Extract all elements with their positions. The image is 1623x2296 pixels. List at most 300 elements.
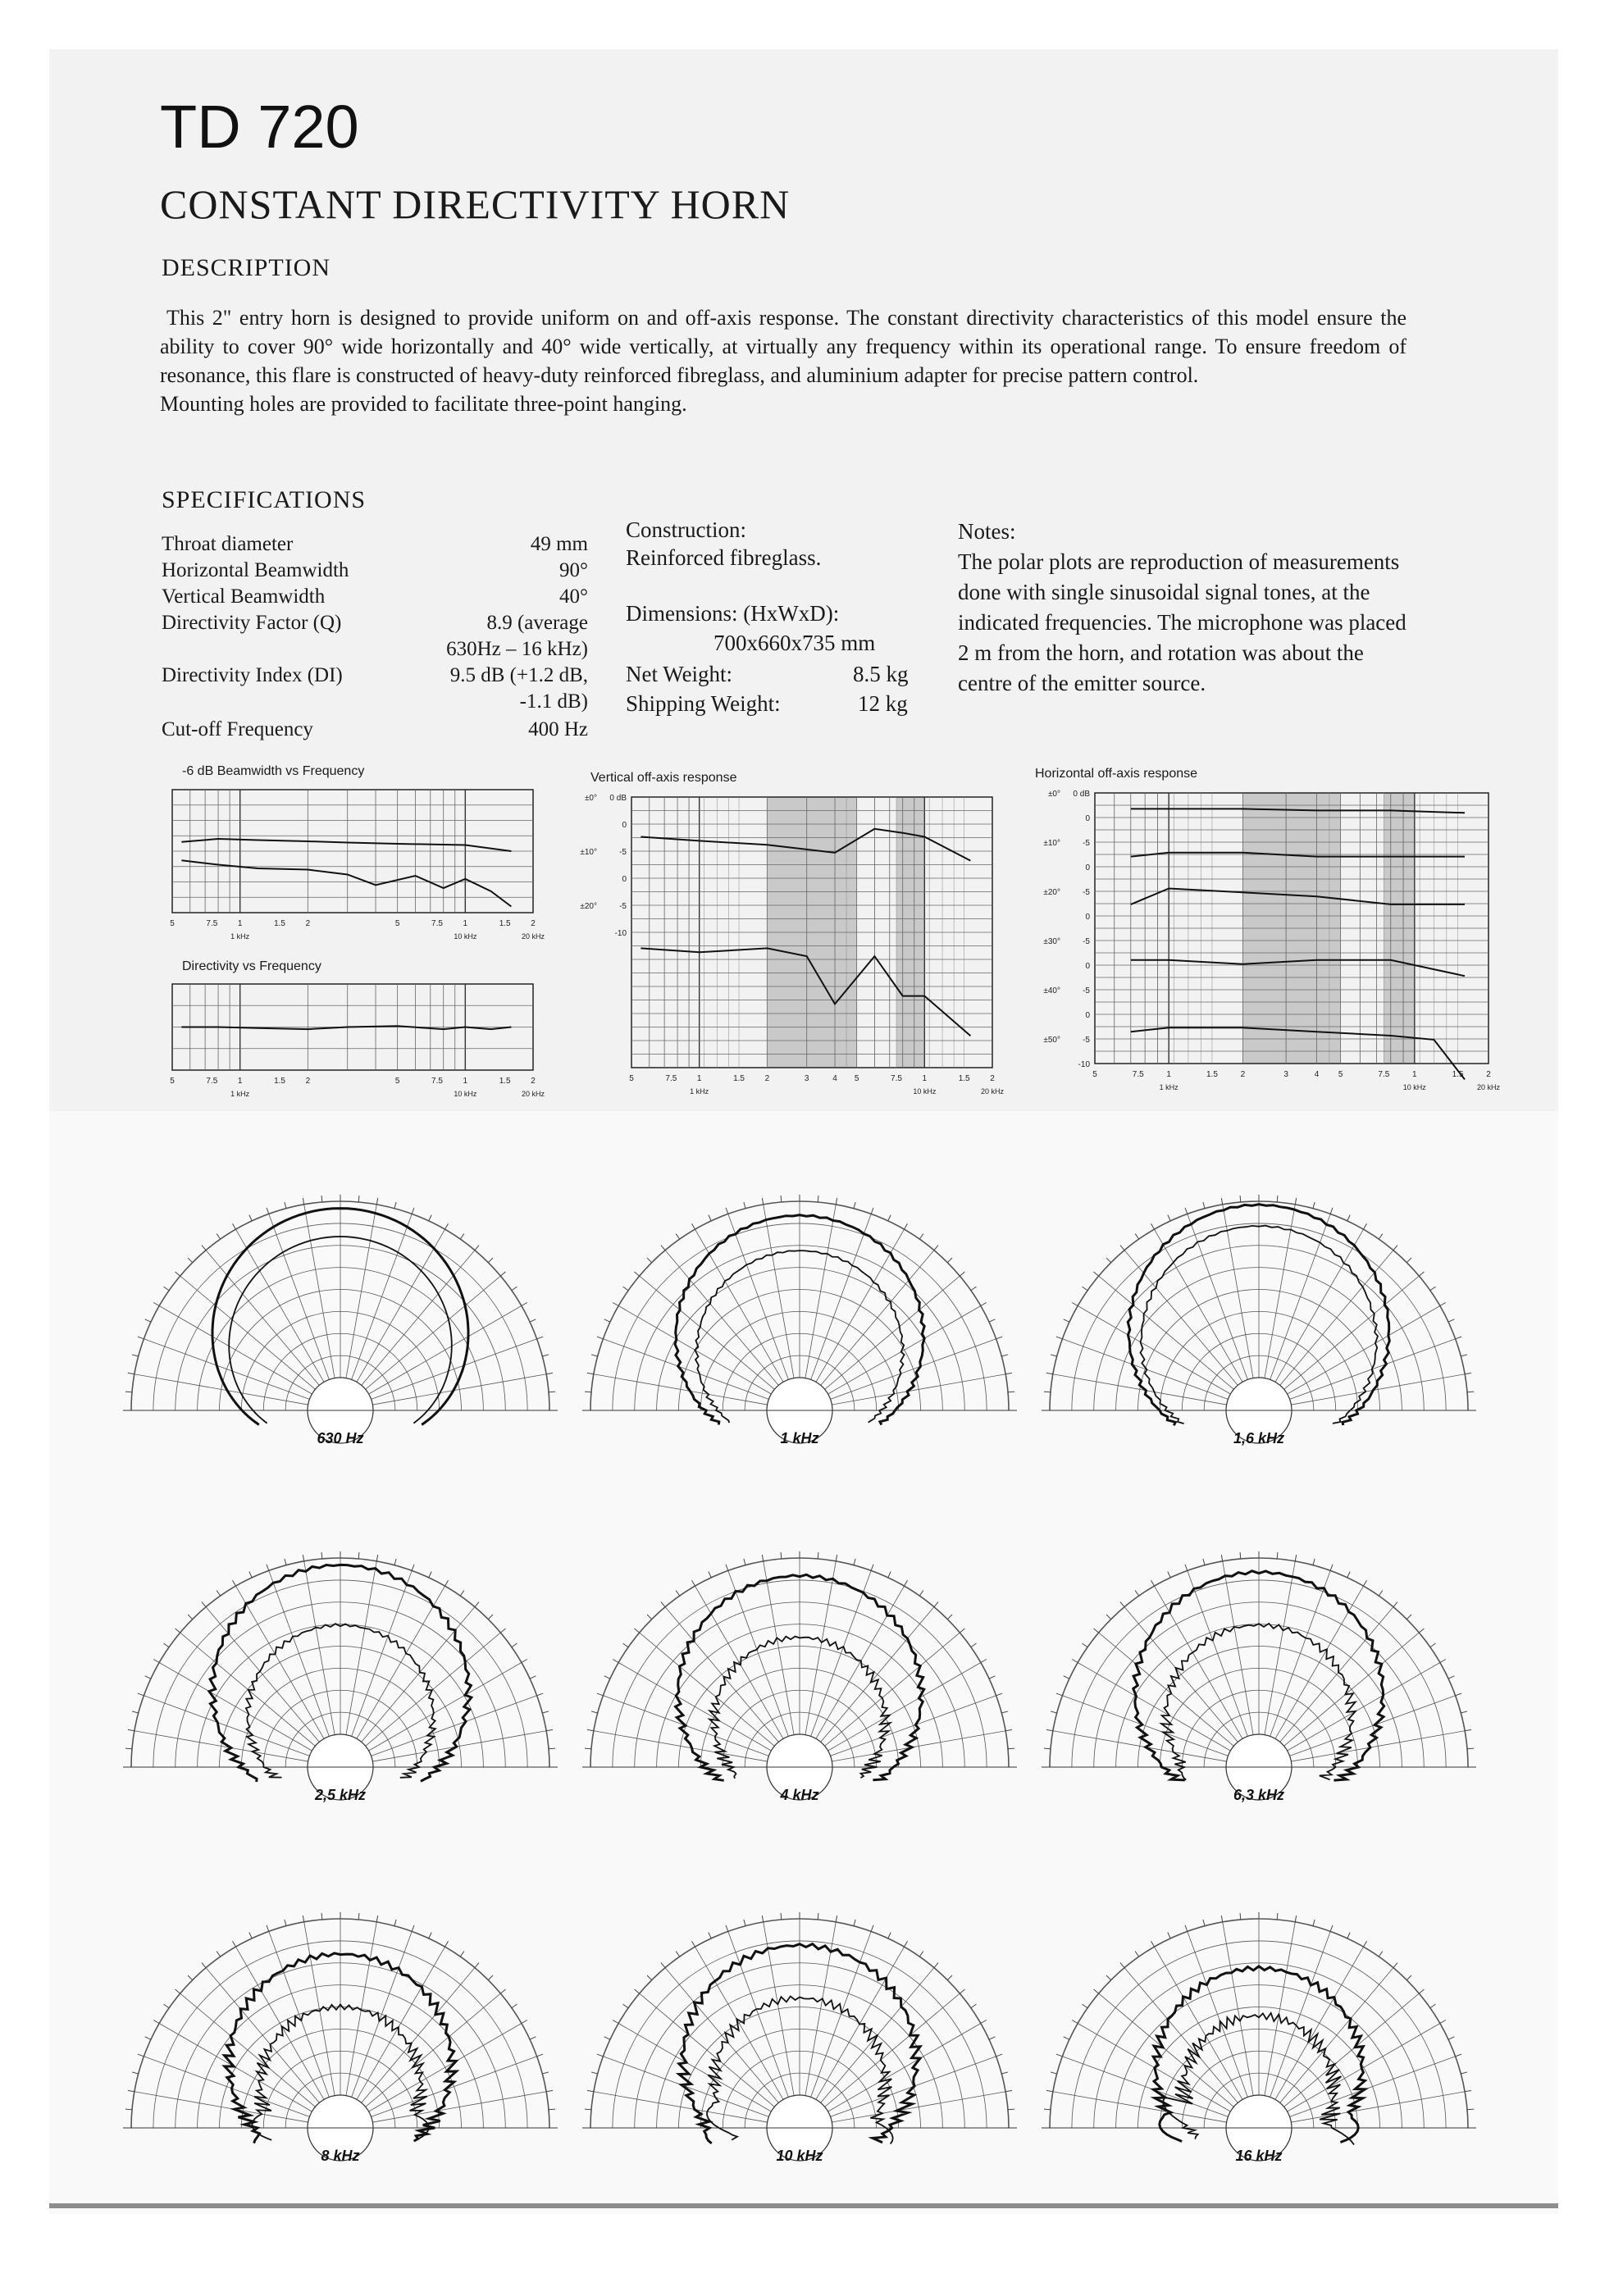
polar-spoke (1124, 1607, 1238, 1742)
polar-tick (613, 2020, 618, 2024)
polar-tick (145, 1676, 151, 1679)
polar-tick (1419, 1272, 1424, 1276)
polar-tick (1203, 1559, 1205, 1565)
polar-tick (726, 1208, 728, 1214)
polar-tick (512, 1643, 517, 1647)
polar-tick (1151, 1941, 1155, 1947)
series-line-1 (181, 839, 511, 851)
polar-tick (1313, 1202, 1315, 1209)
polar-tick (412, 1565, 414, 1571)
polar-tick (1168, 1933, 1170, 1938)
polar-tick (512, 2004, 517, 2008)
polar-tick (1094, 1272, 1099, 1276)
polar-tick (1295, 1198, 1296, 1205)
polar-tick (1448, 1676, 1454, 1679)
polar-tick (488, 1975, 493, 1980)
polar-spoke (366, 1276, 501, 1389)
polar-spoke (236, 1229, 325, 1382)
x-tick-label: 7.5 (206, 1077, 218, 1086)
polar-tick (500, 1989, 505, 1993)
polar-tick (676, 1952, 680, 1957)
y-tick-label: 0 (1085, 814, 1090, 823)
polar-tick (1330, 1208, 1333, 1214)
polar-tick (1185, 1208, 1188, 1214)
x-unit-label: 10 kHz (454, 1090, 477, 1098)
polar-frequency-label: 1 kHz (780, 1430, 819, 1446)
polar-tick (1001, 2072, 1008, 2074)
polar-frequency-label: 6,3 kHz (1233, 1787, 1285, 1803)
polar-spoke (362, 1250, 475, 1386)
polar-spoke (369, 1663, 522, 1752)
polar-tick (1005, 1729, 1012, 1730)
x-unit-label: 20 kHz (521, 932, 545, 941)
polar-tick (591, 1355, 598, 1356)
x-tick-label: 1 (237, 1077, 243, 1086)
polar-tick (1448, 2037, 1454, 2039)
polar-spoke (821, 1250, 934, 1386)
polar-spoke (618, 1663, 771, 1752)
polar-tick (635, 1272, 640, 1276)
polar-tick (1221, 1198, 1222, 1205)
polar-spoke (1275, 1586, 1364, 1738)
polar-tick (1064, 1676, 1069, 1679)
beamwidth-chart (123, 783, 566, 955)
polar-spoke (1280, 1607, 1393, 1742)
polar-tick (285, 1202, 286, 1209)
directivity-chart (123, 977, 566, 1113)
x-tick-label: 1.5 (274, 1077, 285, 1086)
polar-tick (1430, 1287, 1436, 1291)
polar-tick (960, 1629, 964, 1633)
polar-spoke (1284, 1276, 1420, 1389)
x-tick-label: 1.5 (1206, 1070, 1218, 1079)
polar-tick (836, 1916, 837, 1922)
series-line-1 (181, 1026, 511, 1029)
polar-spoke (366, 1633, 501, 1746)
y-tick-label: -5 (619, 848, 627, 857)
polar-tick (1364, 1580, 1367, 1586)
y-tick-label: -10 (614, 929, 627, 938)
polar-tick (429, 1215, 431, 1221)
polar-spoke (206, 1607, 319, 1742)
polar-tick (1120, 1963, 1124, 1968)
polar-tick (376, 1198, 377, 1205)
product-subtitle: CONSTANT DIRECTIVITY HORN (160, 181, 791, 227)
polar-tick (153, 1660, 159, 1663)
polar-tick (1221, 1555, 1222, 1561)
y-tick-label: 0 (1085, 863, 1090, 872)
polar-tick (585, 2109, 591, 2110)
polar-tick (1135, 1234, 1139, 1240)
polar-spoke (640, 1276, 775, 1389)
polar-tick (128, 1373, 134, 1374)
series-line-2 (181, 860, 511, 906)
polar-tick (549, 2109, 555, 2110)
polar-tick (217, 1234, 221, 1240)
x-unit-label: 1 kHz (690, 1087, 709, 1096)
polar-tick (762, 1555, 763, 1561)
model-title: TD 720 (160, 93, 359, 161)
description-text (160, 303, 1406, 418)
polar-tick (537, 1693, 544, 1696)
polar-tick (429, 1572, 431, 1578)
polar-tick (1461, 1711, 1467, 1713)
polar-tick (1008, 1748, 1014, 1749)
polar-tick (981, 2020, 987, 2024)
polar-tick (888, 1572, 891, 1578)
polar-tick (542, 1355, 549, 1356)
construction-value: Reinforced fibreglass. (626, 545, 822, 570)
polar-tick (358, 1913, 359, 1920)
spec-value: 90° (559, 559, 588, 581)
y-tick-label: -5 (1083, 986, 1090, 995)
polar-tick (1051, 1711, 1057, 1713)
polar-tick (744, 1202, 745, 1209)
polar-spoke (206, 1250, 319, 1386)
polar-spoke (1288, 1306, 1440, 1395)
polar-tick (522, 2020, 527, 2024)
polar-tick (394, 1559, 396, 1565)
y-tick-label: -5 (1083, 1036, 1090, 1045)
x-tick-label: 2 (990, 1074, 995, 1083)
spec-directivity-index (162, 663, 588, 715)
shipping-weight-value: 12 kg (858, 691, 908, 716)
polar-tick (394, 1202, 396, 1209)
polar-tick (358, 1552, 359, 1559)
polar-tick (934, 1246, 938, 1250)
polar-tick (1430, 1643, 1436, 1647)
polar-tick (217, 1952, 221, 1957)
polar-spoke (1099, 1993, 1234, 2107)
x-tick-label: 5 (854, 1074, 859, 1083)
polar-tick (358, 1196, 359, 1202)
polar-tick (1277, 1913, 1278, 1920)
net-weight-value: 8.5 kg (853, 662, 909, 686)
polar-tick (871, 1925, 873, 1932)
x-tick-label: 3 (804, 1074, 809, 1083)
polar-tick (871, 1208, 873, 1214)
polar-tick (836, 1555, 837, 1561)
polar-tick (1221, 1916, 1222, 1922)
x-tick-label: 2 (531, 919, 536, 928)
polar-tick (202, 1246, 206, 1250)
polar-spoke (1099, 1633, 1234, 1746)
bottom-rule (49, 2203, 1558, 2208)
directivity-chart-title: Directivity vs Frequency (182, 959, 321, 973)
polar-tick (132, 1711, 139, 1713)
polar-tick (762, 1198, 763, 1205)
polar-tick (1120, 1602, 1124, 1607)
polar-tick (604, 1319, 610, 1322)
x-tick-label: 2 (764, 1074, 770, 1083)
polar-tick (132, 2072, 139, 2074)
polar-tick (744, 1920, 745, 1926)
polar-tick (164, 2004, 170, 2008)
polar-spoke (816, 1586, 905, 1738)
shipping-weight-label: Shipping Weight: (626, 691, 781, 716)
polar-tick (1467, 2109, 1474, 2110)
spec-value: 400 Hz (528, 718, 588, 740)
polar-tick (1046, 1373, 1053, 1374)
polar-tick (1120, 1246, 1124, 1250)
polar-tick (1364, 1941, 1367, 1947)
x-tick-label: 1 (1412, 1070, 1417, 1079)
polar-tick (1056, 2054, 1063, 2057)
polar-tick (164, 1643, 170, 1647)
y-tick-label: 0 (622, 875, 627, 884)
spec-value: 40° (559, 585, 588, 608)
polar-spoke (1078, 1663, 1230, 1752)
x-tick-label: 1 (922, 1074, 928, 1083)
angle-label: ±0° (584, 794, 597, 803)
angle-label: ±20° (1043, 888, 1060, 897)
spec-label: Directivity Index (DI) (162, 664, 343, 686)
polar-tick (1072, 1660, 1078, 1663)
polar-spoke (828, 1306, 981, 1395)
polar-tick (591, 2072, 598, 2074)
polar-tick (613, 1660, 618, 1663)
x-tick-label: 4 (832, 1074, 837, 1083)
polar-tick (249, 1933, 252, 1938)
polar-tick (202, 1963, 206, 1968)
polar-tick (1046, 2090, 1053, 2091)
x-tick-label: 7.5 (206, 919, 218, 928)
x-tick-label: 1 (1166, 1070, 1171, 1079)
polar-tick (285, 1559, 286, 1565)
polar-tick (709, 1572, 711, 1578)
polar-tick (1001, 1355, 1008, 1356)
polar-tick (128, 1729, 134, 1730)
polar-tick (661, 1963, 665, 1968)
x-tick-label: 2 (531, 1077, 536, 1086)
polar-tick (934, 1963, 938, 1968)
polar-tick (1094, 1989, 1099, 1993)
polar-tick (1330, 1925, 1333, 1932)
polar-tick (1240, 1913, 1241, 1920)
polar-spoke (1280, 1250, 1393, 1386)
specifications-heading: SPECIFICATIONS (162, 486, 367, 513)
polar-plot (119, 1911, 562, 2169)
polar-tick (1008, 2109, 1014, 2110)
polar-tick (919, 1591, 923, 1597)
polar-tick (460, 1952, 464, 1957)
polar-tick (1461, 2072, 1467, 2074)
polar-tick (1151, 1223, 1155, 1229)
polar-tick (1046, 1729, 1053, 1730)
polar-tick (587, 1373, 594, 1374)
x-tick-label: 1.5 (499, 919, 511, 928)
x-tick-label: 1 (237, 919, 243, 928)
polar-tick (1094, 1629, 1099, 1633)
polar-tick (1106, 1258, 1111, 1263)
spec-label: Cut-off Frequency (162, 718, 313, 740)
polar-spoke (1078, 1306, 1230, 1395)
spec-value: 8.9 (average (486, 612, 588, 634)
polar-tick (128, 2090, 134, 2091)
x-tick-label: 7.5 (1132, 1070, 1144, 1079)
polar-tick (1051, 2072, 1057, 2074)
x-tick-label: 7.5 (665, 1074, 677, 1083)
polar-tick (836, 1198, 837, 1205)
x-tick-label: 7.5 (431, 919, 443, 928)
polar-tick (744, 1559, 745, 1565)
horizontal-chart-title: Horizontal off-axis response (1035, 767, 1198, 781)
polar-tick (475, 1602, 479, 1607)
polar-tick (1330, 1565, 1333, 1571)
spec-value-continued: 630Hz – 16 kHz) (446, 638, 588, 660)
polar-tick (871, 1565, 873, 1571)
polar-tick (542, 1711, 549, 1713)
polar-tick (233, 1223, 236, 1229)
horizontal-offaxis-chart (1021, 783, 1513, 1115)
polar-plot (1037, 1550, 1480, 1808)
polar-tick (1151, 1580, 1155, 1586)
polar-tick (623, 2004, 629, 2008)
polar-tick (176, 1272, 180, 1276)
polar-tick (153, 2020, 159, 2024)
x-unit-label: 20 kHz (1476, 1083, 1501, 1091)
x-tick-label: 7.5 (1378, 1070, 1390, 1079)
polar-tick (176, 1989, 180, 1993)
polar-tick (623, 1643, 629, 1647)
polar-tick (164, 1287, 170, 1291)
polar-tick (546, 1373, 553, 1374)
polar-tick (1393, 1246, 1397, 1250)
polar-tick (854, 1920, 855, 1926)
polar-tick (376, 1555, 377, 1561)
polar-spoke (828, 2024, 981, 2112)
polar-tick (1001, 1711, 1008, 1713)
polar-spoke (180, 1276, 316, 1389)
polar-spoke (825, 1276, 960, 1389)
polar-tick (445, 1941, 449, 1947)
polar-tick (1277, 1196, 1278, 1202)
polar-tick (996, 1693, 1003, 1696)
polar-spoke (640, 1633, 775, 1746)
notes-block (958, 517, 1409, 699)
angle-label: ±40° (1043, 986, 1060, 995)
polar-tick (762, 1916, 763, 1922)
polar-tick (138, 1693, 144, 1696)
polar-plot (578, 1911, 1021, 2169)
x-unit-label: 10 kHz (454, 932, 477, 941)
polar-spoke (618, 2024, 771, 2112)
x-tick-label: 7.5 (431, 1077, 443, 1086)
polar-spoke (1155, 1229, 1243, 1382)
polar-tick (1406, 1258, 1411, 1263)
polar-tick (512, 1287, 517, 1291)
polar-tick (1295, 1916, 1296, 1922)
polar-tick (709, 1215, 711, 1221)
y-tick-label: -5 (1083, 937, 1090, 946)
polar-tick (888, 1933, 891, 1938)
y-tick-label: 0 (622, 821, 627, 830)
spec-label: Vertical Beamwidth (162, 585, 326, 608)
polar-tick (960, 1989, 964, 1993)
polar-spoke (665, 1250, 778, 1386)
polar-tick (591, 1711, 598, 1713)
polar-tick (1185, 1925, 1188, 1932)
polar-tick (249, 1572, 252, 1578)
dimensions-label: Dimensions: (HxWxD): (626, 601, 840, 626)
polar-tick (587, 2090, 594, 2091)
y-tick-label: 0 (1085, 913, 1090, 922)
polar-tick (530, 1319, 536, 1322)
x-tick-label: 2 (305, 1077, 311, 1086)
polar-tick (1406, 1975, 1411, 1980)
polar-tick (613, 1303, 618, 1306)
polar-tick (661, 1246, 665, 1250)
polar-tick (1467, 1748, 1474, 1749)
x-tick-label: 2 (1240, 1070, 1246, 1079)
polar-tick (1440, 1303, 1446, 1306)
polar-tick (692, 1580, 695, 1586)
polar-tick (996, 1337, 1003, 1339)
polar-tick (1347, 1933, 1350, 1938)
polar-tick (981, 1303, 987, 1306)
y-tick-label: 0 (1085, 1011, 1090, 1020)
description-heading: DESCRIPTION (162, 254, 331, 281)
polar-tick (475, 1963, 479, 1968)
y-tick-label: 0 dB (1073, 790, 1090, 799)
polar-spoke (695, 1947, 784, 2099)
spec-label: Horizontal Beamwidth (162, 559, 349, 581)
polar-tick (1203, 1920, 1205, 1926)
polar-tick (1277, 1552, 1278, 1559)
polar-tick (854, 1559, 855, 1565)
polar-tick (905, 1223, 908, 1229)
polar-tick (1064, 1319, 1069, 1322)
polar-spoke (1280, 1968, 1393, 2103)
polar-tick (132, 1355, 139, 1356)
polar-tick (546, 2090, 553, 2091)
polar-tick (1406, 1615, 1411, 1620)
polar-tick (647, 1975, 652, 1980)
x-tick-label: 7.5 (891, 1074, 902, 1083)
polar-tick (919, 1952, 923, 1957)
angle-label: ±0° (1047, 790, 1060, 799)
polar-tick (1240, 1552, 1241, 1559)
polar-tick (692, 1941, 695, 1947)
polar-tick (1456, 1337, 1462, 1339)
polar-tick (445, 1580, 449, 1586)
polar-tick (1106, 1615, 1111, 1620)
polar-tick (233, 1941, 236, 1947)
polar-tick (1393, 1963, 1397, 1968)
polar-tick (1430, 2004, 1436, 2008)
y-tick-label: -5 (619, 902, 627, 911)
polar-tick (1419, 1989, 1424, 1993)
polar-tick (676, 1234, 680, 1240)
polar-tick (597, 1337, 604, 1339)
x-tick-label: 2 (305, 919, 311, 928)
polar-tick (233, 1580, 236, 1586)
x-unit-label: 10 kHz (1402, 1083, 1426, 1091)
polar-tick (1461, 1355, 1467, 1356)
polar-tick (597, 1693, 604, 1696)
polar-spoke (816, 1947, 905, 2099)
polar-plot (578, 1550, 1021, 1808)
spec-label: Throat diameter (162, 533, 294, 555)
polar-tick (971, 2004, 977, 2008)
x-tick-label: 1.5 (1452, 1070, 1464, 1079)
polar-tick (1364, 1223, 1367, 1229)
notes-heading: Notes: (958, 519, 1016, 544)
polar-tick (429, 1933, 431, 1938)
polar-tick (267, 1925, 269, 1932)
polar-tick (905, 1580, 908, 1586)
polar-tick (1379, 1591, 1383, 1597)
